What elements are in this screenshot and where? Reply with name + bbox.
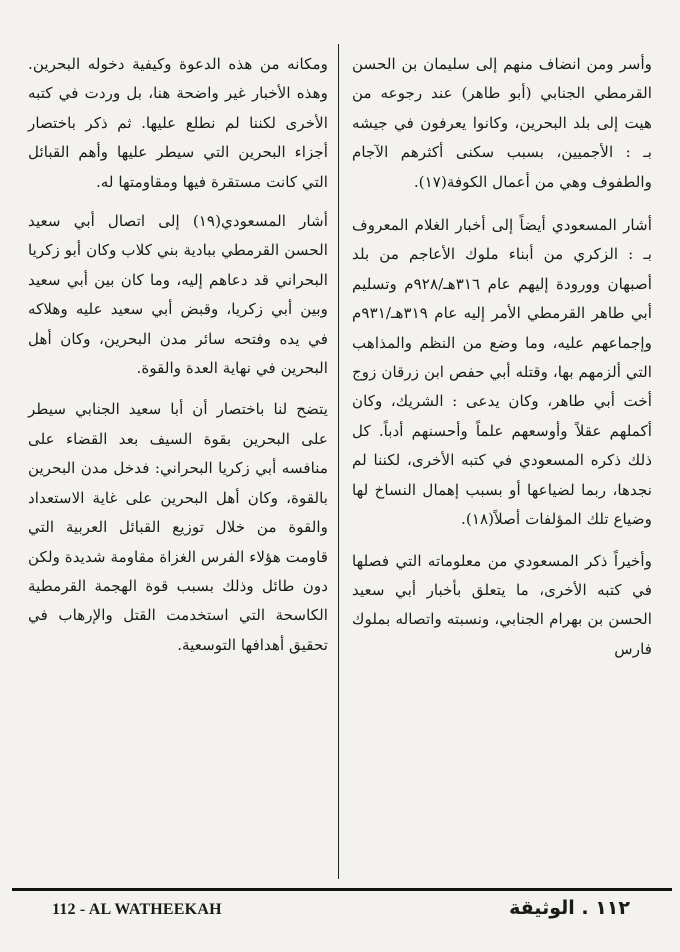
paragraph: أشار المسعودي أيضاً إلى أخبار الغلام المعروف بـ : الزكري من أبناء ملوك الأعاجم من بلد أصبهان وورودة إليهم عام ٣١٦هـ/٩٢٨م وتسليم أبي طاهر القرمطي الأمر إليه عام ٣١٩هـ/٩٣١م وإجماعهم عليه، وما وضع من النظم والمذاهب التي ألزمهم بها، وقتله أبي حفص ابن زرقان زوج أخت أبي طاهر، وكان يدعى : الشريك، وكان أكملهم عقلاً وأوسعهم علماً وأحسنهم أدباً. كل ذلك ذكره المسعودي في كتبه الأخرى، لكننا لم نجدها، ربما لضياعها أو بسبب إهمال النساخ لها وضياع تلك المؤلفات أصلاً(١٨). xyxy=(352,216,652,529)
footer-rule xyxy=(12,888,672,891)
left-text-column xyxy=(28,50,328,672)
right-text-column xyxy=(352,50,652,676)
paragraph: يتضح لنا باختصار أن أبا سعيد الجنابي سيطر على البحرين بقوة السيف بعد القضاء على منافسه أبي زكريا البحراني: فدخل مدن البحرين بالقوة، وكان أهل البحرين على غاية الاستعداد والقوة من خلال توزيع القبائل العربية التي قاومت هؤلاء الفرس الغزاة مقاومة شديدة ولكن دون طائل وذلك بسبب قوة الهجمة القرمطية الكاسحة التي استخدمت القتل والإرهاب في تحقيق أهدافها التوسعية. xyxy=(28,400,328,654)
paragraph: ومكانه من هذه الدعوة وكيفية دخوله البحرين. وهذه الأخبار غير واضحة هنا، بل وردت في كتبه الأخرى لكننا لم نطلع عليها. ثم ذكر باختصار أجزاء البحرين التي سيطر عليها وأهم القبائل التي كانت مستقرة فيها ومقاومتها له. xyxy=(28,55,328,191)
paragraph: أشار المسعودي(١٩) إلى اتصال أبي سعيد الحسن القرمطي ببادية بني كلاب وكان أبو زكريا البحراني قد دعاهم إليه، وما كان بين أبي سعيد وبين أبي زكريا، وقبض أبي سعيد عليه وهلاكه في يده وفتحه سائر مدن البحرين، وكان أهل البحرين في نهاية العدة والقوة. xyxy=(28,212,328,378)
column-divider xyxy=(338,44,339,879)
paragraph: وأخيراً ذكر المسعودي من معلوماته التي فصلها في كتبه الأخرى، ما يتعلق بأخبار أبي سعيد الحسن بن بهرام الجنابي، ونسبته واتصاله بملوك فارس xyxy=(352,551,652,658)
paragraph: وأسر ومن انضاف منهم إلى سليمان بن الحسن القرمطي الجنابي (أبو طاهر) عند رجوعه من هيت إلى بلد البحرين، وكانوا يعرفون في جيشه بـ : الأجميين، بسبب سكنى أكثرهم الآجام والطفوف وهي من أعمال الكوفة(١٧). xyxy=(352,55,652,191)
footer-page-label-arabic: ١١٢ . الوثيقة xyxy=(509,897,630,919)
footer-page-label-latin: 112 - AL WATHEEKAH xyxy=(52,901,222,918)
